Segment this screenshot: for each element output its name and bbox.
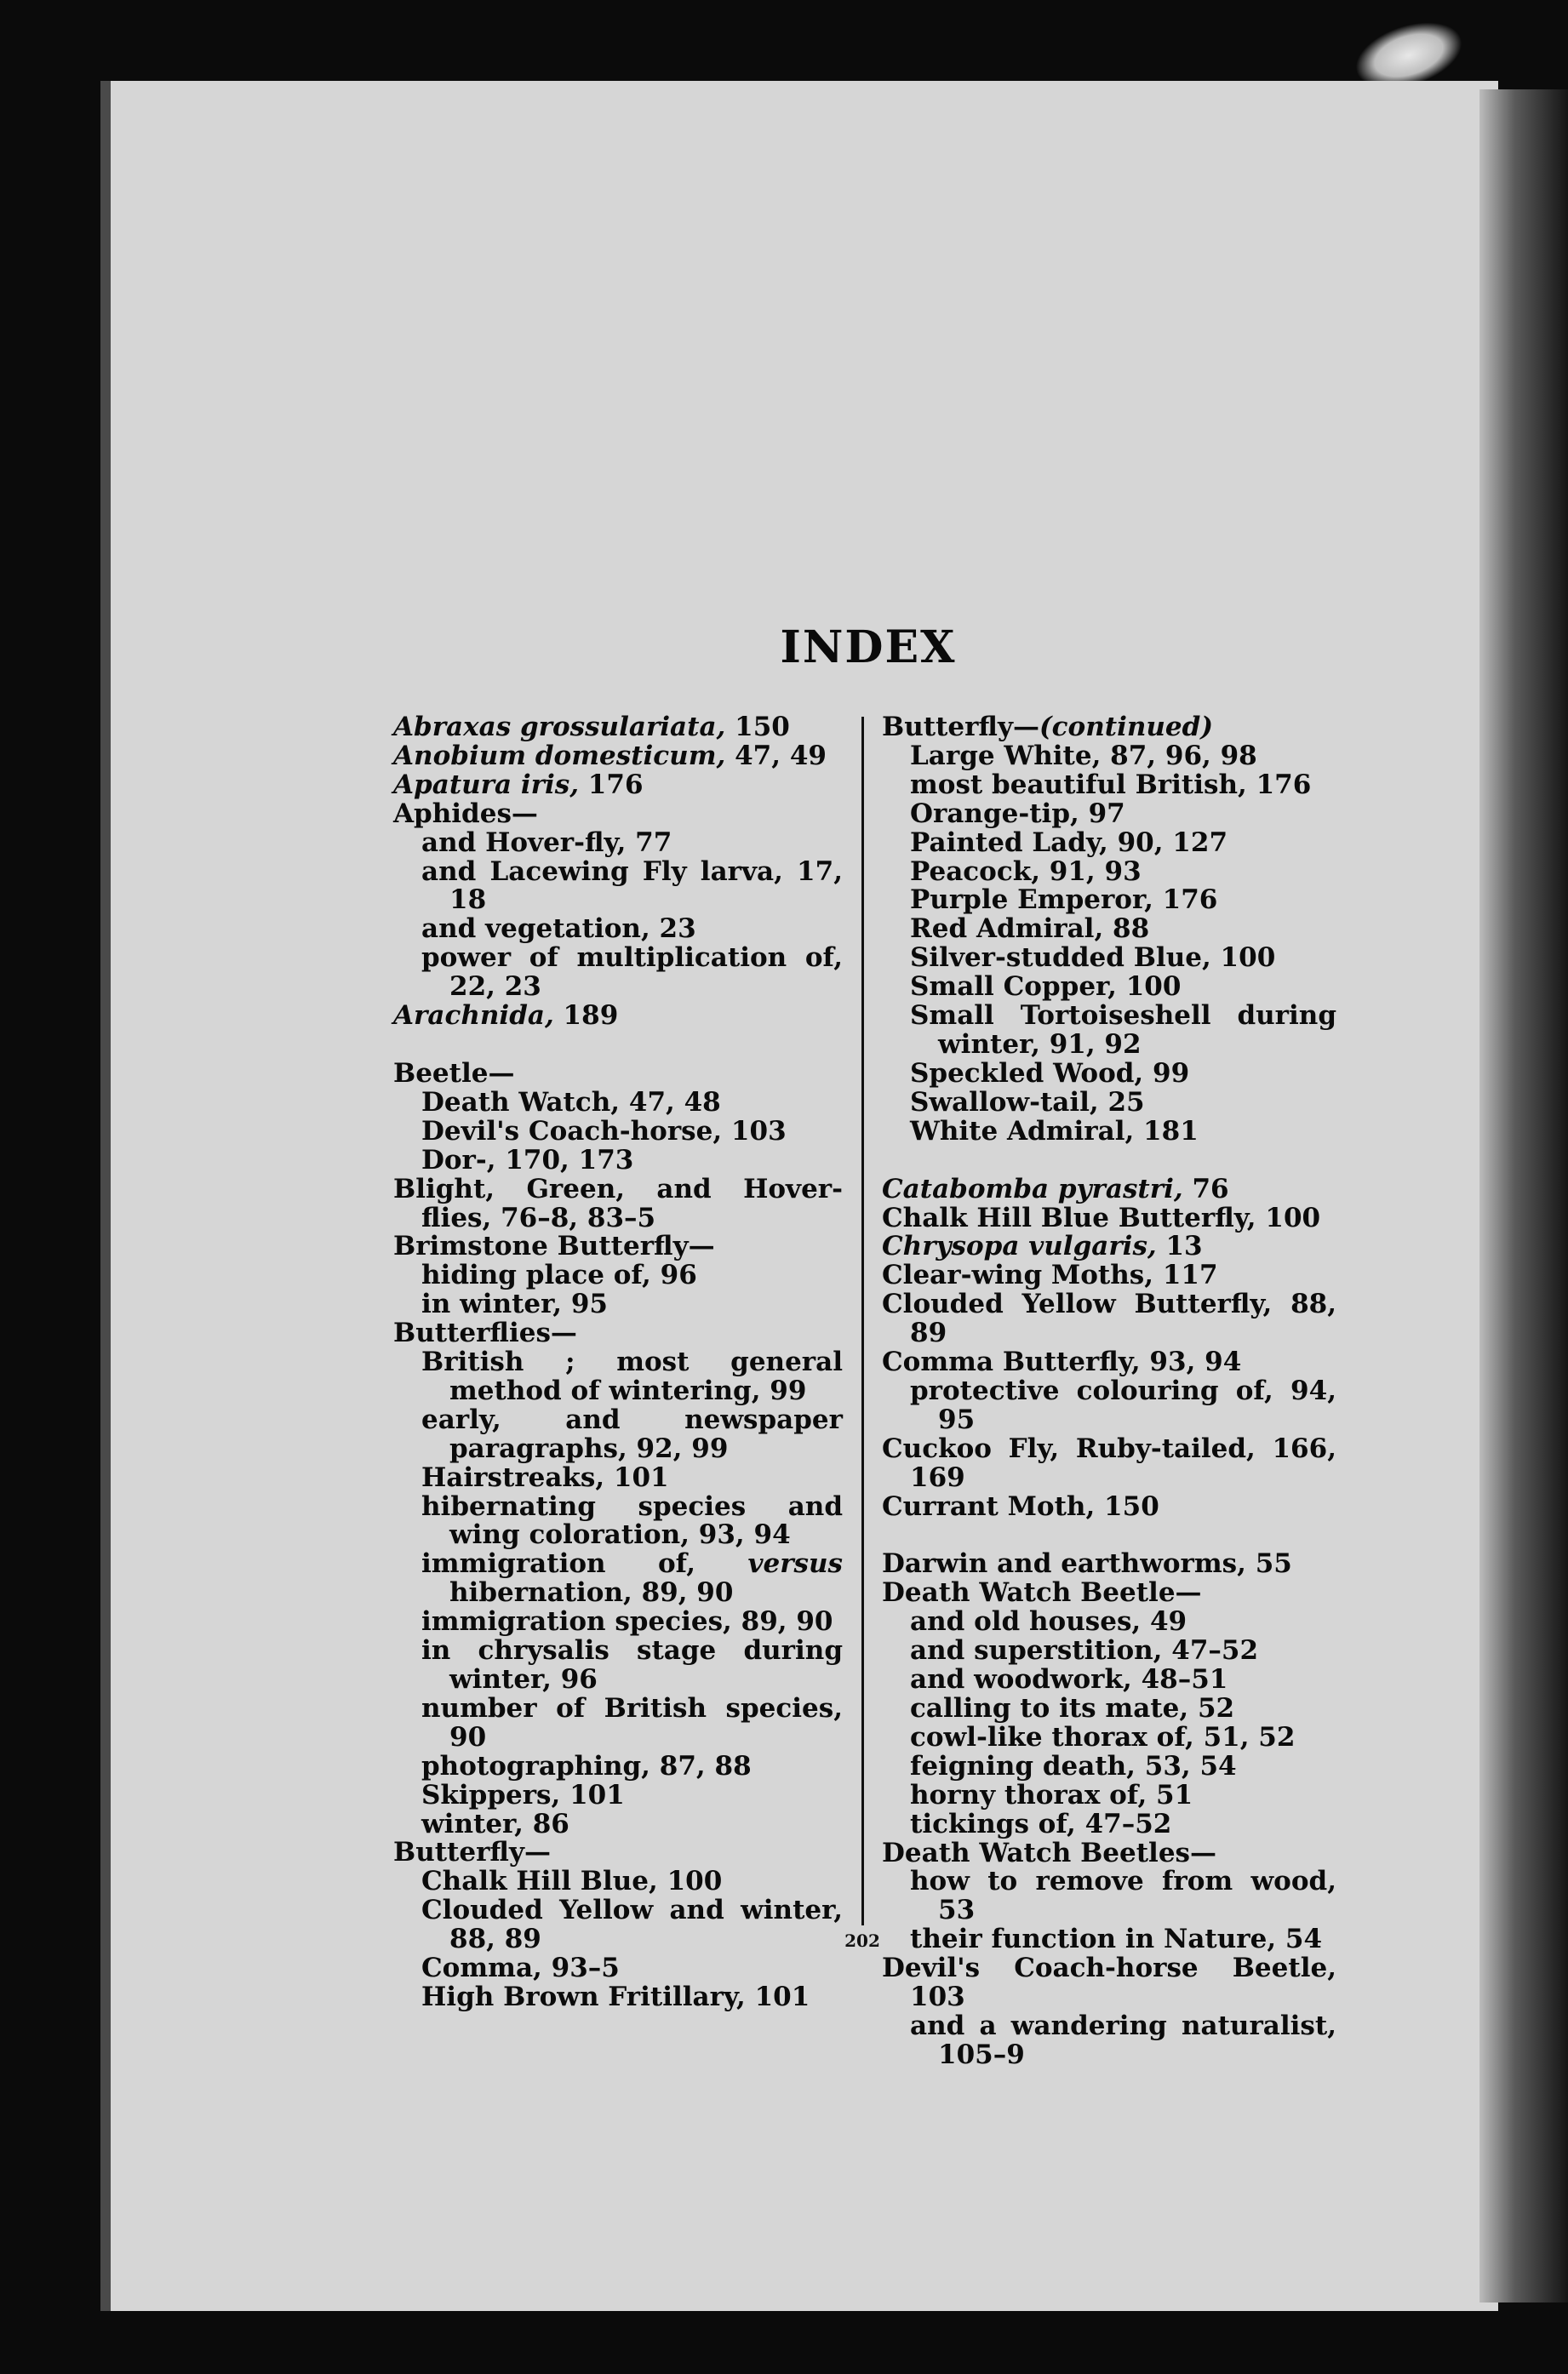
index-subentry [882, 973, 1336, 1002]
index-subentry [882, 1721, 1336, 1753]
entry-term: number of British species, 90 [421, 1692, 843, 1753]
index-subentry [393, 1983, 843, 2012]
entry-pages: 13 [1156, 1231, 1203, 1262]
entry-term: early, and newspaper paragraphs, 92, 99 [421, 1404, 843, 1464]
entry-term: Aphides— [393, 798, 538, 829]
index-entry [393, 771, 843, 800]
entry-term: their function in Nature, 54 [910, 1924, 1323, 1955]
entry-term: Brimstone Butterfly— [393, 1231, 715, 1262]
entry-term: Chalk Hill Blue Butterfly, 100 [882, 1202, 1321, 1233]
index-entry [882, 1839, 1336, 1868]
entry-term: Arachnida, [393, 1000, 554, 1032]
entry-term: Beetle— [393, 1057, 515, 1089]
index-subentry [882, 771, 1336, 800]
index-subentry [393, 1290, 843, 1319]
entry-term: Comma, 93–5 [421, 1953, 620, 1984]
entry-term: immigration of, [421, 1548, 696, 1580]
index-subentry [882, 800, 1336, 829]
entry-term: Devil's Coach-horse Beetle, 103 [882, 1953, 1336, 2013]
entry-term: Death Watch Beetles— [882, 1837, 1216, 1868]
entry-term: Hairstreaks, 101 [421, 1462, 669, 1493]
entry-pages: 150 [725, 712, 790, 742]
entry-term: Chalk Hill Blue, 100 [421, 1866, 723, 1897]
index-subentry [882, 1086, 1336, 1118]
entry-term: how to remove from wood, 53 [910, 1866, 1336, 1926]
index-subentry [882, 1779, 1336, 1811]
page-number: 202 [844, 1931, 880, 1951]
index-entry [393, 1319, 843, 1348]
index-subentry [393, 829, 843, 858]
index-subentry [393, 915, 843, 944]
index-subentry [882, 1808, 1336, 1839]
index-entry [882, 1204, 1336, 1233]
index-entry [882, 1490, 1336, 1522]
entry-term: Chrysopa vulgaris, [882, 1231, 1157, 1262]
index-subentry [882, 915, 1336, 944]
entry-term: Apatura iris, [393, 769, 580, 800]
entry-term: winter, 86 [421, 1808, 569, 1839]
index-subentry [882, 886, 1336, 915]
index-subentry [393, 1779, 843, 1811]
entry-term: in winter, 95 [421, 1289, 608, 1320]
index-subentry [393, 1086, 843, 1118]
index-subentry [393, 1464, 843, 1493]
entry-term: Large White, 87, 96, 98 [910, 740, 1257, 771]
entry-term: Dor-, 170, 173 [421, 1144, 634, 1176]
index-subentry [882, 1925, 1336, 1954]
entry-term: Death Watch, 47, 48 [421, 1086, 721, 1118]
entry-term: Silver-studded Blue, 100 [910, 942, 1276, 974]
index-entry [882, 1261, 1336, 1290]
index-entry [393, 800, 843, 829]
index-entry [882, 1173, 1336, 1204]
index-subentry [882, 742, 1336, 771]
entry-term: Painted Lady, 90, 127 [910, 827, 1228, 858]
index-entry [882, 1290, 1336, 1348]
entry-term: Cuckoo Fly, Ruby-tailed, 166, 169 [882, 1433, 1336, 1493]
entry-term: Small Copper, 100 [910, 971, 1182, 1003]
index-subentry [393, 1868, 843, 1896]
index-subentry [882, 829, 1336, 858]
index-entry [882, 1954, 1336, 2012]
index-subentry [882, 944, 1336, 973]
entry-term: and old houses, 49 [910, 1606, 1187, 1638]
entry-term: Butterflies— [393, 1318, 577, 1349]
index-subentry [882, 1750, 1336, 1782]
index-subentry [882, 1637, 1336, 1666]
index-subentry [393, 1348, 843, 1406]
index-entry [393, 713, 843, 742]
index-subentry [393, 1637, 843, 1695]
index-subentry [882, 1666, 1336, 1695]
entry-term: Devil's Coach-horse, 103 [421, 1115, 787, 1147]
index-entry [393, 1173, 843, 1233]
entry-term: Purple Emperor, 176 [910, 884, 1218, 916]
entry-pages: 189 [553, 1000, 619, 1032]
entry-term: Clouded Yellow Butterfly, 88, 89 [882, 1289, 1336, 1349]
index-subentry [882, 1002, 1336, 1060]
entry-term: Blight, Green, and Hover-flies, 76–8, 83–5 [393, 1173, 843, 1233]
column-divider [861, 717, 864, 1925]
entry-term: Red Admiral, 88 [910, 913, 1150, 945]
index-subentry [393, 1692, 843, 1753]
entry-term: and a wandering naturalist, 105–9 [910, 2010, 1336, 2070]
index-entry [882, 1579, 1336, 1608]
index-subentry [393, 1896, 843, 1954]
index-subentry [882, 855, 1336, 887]
entry-term: Butterfly— [393, 1837, 551, 1868]
entry-term: most beautiful British, 176 [910, 769, 1312, 800]
entry-term: Catabomba pyrastri, [882, 1173, 1183, 1204]
page-title: INDEX [780, 621, 957, 673]
entry-pages: 76 [1182, 1173, 1229, 1204]
index-subentry [393, 1608, 843, 1637]
index-subentry [882, 1115, 1336, 1147]
index-subentry [393, 1115, 843, 1147]
index-entry [393, 742, 843, 771]
entry-spacer [882, 1147, 1336, 1176]
entry-term: Peacock, 91, 93 [910, 855, 1142, 887]
entry-term: and woodwork, 48–51 [910, 1664, 1228, 1696]
entry-term: Clear-wing Moths, 117 [882, 1260, 1218, 1291]
index-subentry [393, 1490, 843, 1551]
entry-term: hibernating species and wing coloration, 93, 94 [421, 1490, 843, 1551]
index-entry [882, 1348, 1336, 1377]
index-subentry [393, 1808, 843, 1839]
page-edge-right [1479, 89, 1568, 2302]
index-subentry [882, 1377, 1336, 1435]
scan-bottom-band [0, 2311, 1568, 2374]
entry-term: Darwin and earthworms, 55 [882, 1548, 1292, 1580]
entry-term: Small Tortoiseshell during winter, 91, 92 [910, 1000, 1336, 1060]
index-subentry [393, 1750, 843, 1782]
index-subentry [393, 855, 843, 916]
entry-term: horny thorax of, 51 [910, 1779, 1193, 1811]
entry-term: and superstition, 47–52 [910, 1635, 1259, 1667]
index-subentry [393, 944, 843, 1002]
index-entry [882, 1233, 1336, 1261]
entry-term: Death Watch Beetle— [882, 1577, 1202, 1609]
entry-term: Comma Butterfly, 93, 94 [882, 1347, 1242, 1378]
entry-term: White Admiral, 181 [910, 1115, 1199, 1147]
entry-term: tickings of, 47–52 [910, 1808, 1172, 1839]
entry-term: Currant Moth, 150 [882, 1490, 1159, 1522]
index-entry [882, 1550, 1336, 1579]
index-subentry [393, 1954, 843, 1983]
index-entry [393, 1839, 843, 1868]
index-entry [882, 713, 1336, 742]
entry-term: photographing, 87, 88 [421, 1750, 752, 1782]
entry-pages: hibernation, 89, 90 [449, 1577, 734, 1609]
index-subentry [393, 1550, 843, 1608]
entry-term: protective colouring of, 94, 95 [910, 1375, 1336, 1435]
entry-term: feigning death, 53, 54 [910, 1750, 1237, 1782]
entry-term: calling to its mate, 52 [910, 1693, 1235, 1724]
index-subentry [393, 1144, 843, 1176]
entry-term: Swallow-tail, 25 [910, 1086, 1145, 1118]
index-subentry [393, 1406, 843, 1464]
index-subentry [882, 2012, 1336, 2070]
entry-spacer [882, 1521, 1336, 1550]
entry-italic-part: (continued) [1039, 712, 1213, 742]
entry-term: cowl-like thorax of, 51, 52 [910, 1721, 1296, 1753]
entry-term: Speckled Wood, 99 [910, 1057, 1190, 1089]
index-entry [393, 1002, 843, 1031]
entry-term: Abraxas grossulariata, [393, 712, 726, 742]
entry-term: Butterfly— [882, 712, 1039, 742]
entry-italic-part: versus [695, 1548, 843, 1580]
entry-term: High Brown Fritillary, 101 [421, 1981, 810, 2012]
entry-spacer [393, 1031, 843, 1060]
index-subentry [882, 1608, 1336, 1637]
entry-term: Clouded Yellow and winter, 88, 89 [421, 1895, 843, 1955]
entry-pages: 176 [579, 769, 644, 800]
index-entry [393, 1057, 843, 1089]
entry-term: hiding place of, 96 [421, 1260, 697, 1291]
index-entry [393, 1233, 843, 1261]
index-column-right [882, 713, 1336, 2070]
entry-term: and Hover-fly, 77 [421, 827, 672, 858]
entry-term: British ; most general method of wintering, 99 [421, 1347, 843, 1406]
entry-term: Skippers, 101 [421, 1779, 625, 1811]
index-subentry [882, 1695, 1336, 1724]
entry-term: and vegetation, 23 [421, 913, 696, 945]
entry-term: and Lacewing Fly larva, 17, 18 [421, 855, 843, 916]
entry-term: immigration species, 89, 90 [421, 1606, 833, 1638]
index-column-left [393, 713, 843, 2012]
index-subentry [882, 1868, 1336, 1925]
index-subentry [882, 1057, 1336, 1089]
entry-term: Orange-tip, 97 [910, 798, 1125, 829]
entry-term: power of multiplication of, 22, 23 [421, 942, 843, 1003]
entry-pages: 47, 49 [725, 740, 827, 771]
index-entry [882, 1435, 1336, 1493]
page-edge-left [100, 81, 111, 2311]
entry-term: in chrysalis stage during winter, 96 [421, 1635, 843, 1695]
index-subentry [393, 1261, 843, 1290]
entry-term: Anobium domesticum, [393, 740, 726, 771]
